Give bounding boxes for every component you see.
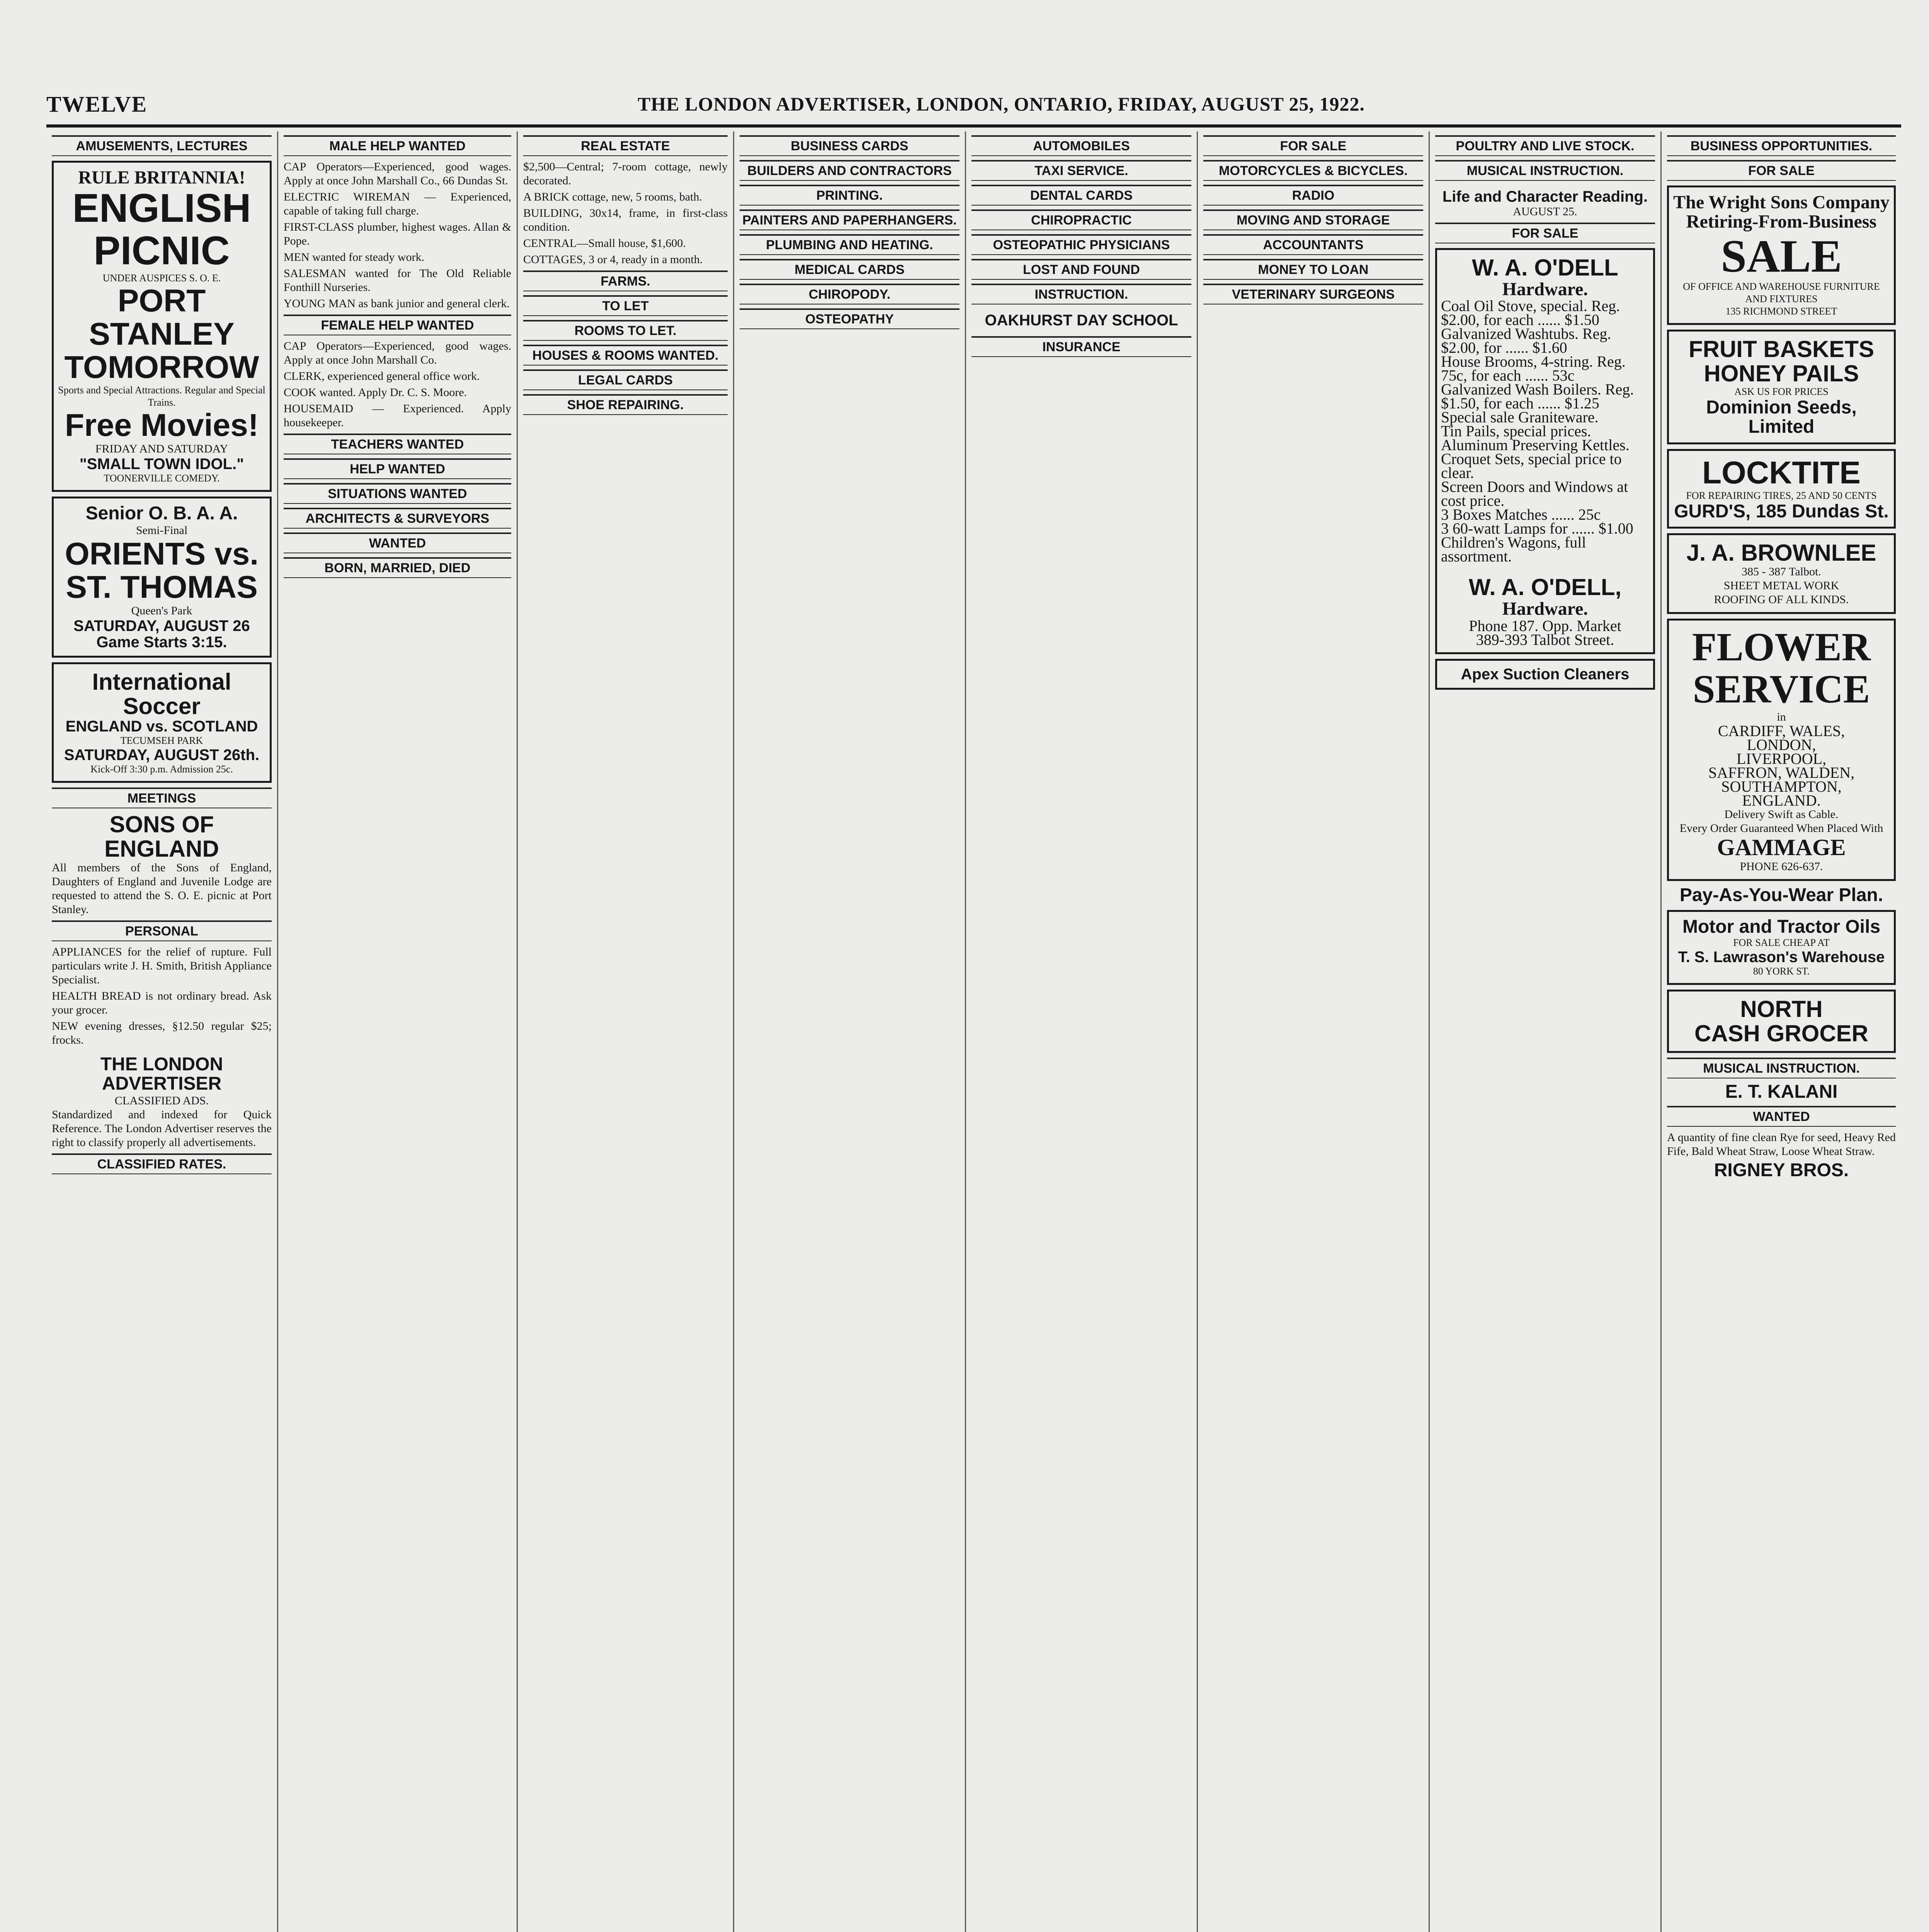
odell-item: Children's Wagons, full assortment.: [1441, 534, 1586, 565]
dateline: THE LONDON ADVERTISER, LONDON, ONTARIO, FRIDAY, AUGUST 25, 1922.: [638, 93, 1365, 115]
odell-item: 3 60-watt Lamps for ...... $1.00: [1441, 520, 1633, 537]
motor-line3: T. S. Lawrason's Warehouse: [1678, 949, 1885, 966]
flower-city: CARDIFF, WALES,: [1718, 722, 1845, 740]
section-heading-instruction: INSTRUCTION.: [971, 284, 1191, 304]
personal-item: APPLIANCES for the relief of rupture. Full particulars write J. H. Smith, British Appliance Specialist.: [52, 945, 272, 986]
flower-service-ad: [1667, 619, 1896, 881]
classified-item: CAP Operators—Experienced, good wages. Apply at once John Marshall Co.: [284, 340, 511, 366]
section-heading-situations: SITUATIONS WANTED: [284, 483, 511, 504]
section-heading-houses: HOUSES & ROOMS WANTED.: [523, 345, 728, 366]
classified-item: $2,500—Central; 7-room cottage, newly decorated.: [523, 160, 728, 187]
odell-item: Galvanized Washtubs. Reg. $2.00, for ...... $1.60: [1441, 325, 1611, 357]
locktite-line1: LOCKTITE: [1702, 455, 1861, 490]
wright-line2: Retiring-From-Business: [1686, 211, 1877, 232]
column-business-cards: [734, 131, 966, 1932]
flower-line5: Every Order Guaranteed When Placed With: [1679, 822, 1883, 835]
wanted-text: A quantity of fine clean Rye for seed, Heavy Red Fife, Bald Wheat Straw, Loose Wheat Straw.: [1667, 1131, 1896, 1158]
section-heading-accountants: ACCOUNTANTS: [1203, 234, 1423, 255]
classified-item: FIRST-CLASS plumber, highest wages. Allan & Pope.: [284, 221, 511, 247]
odell-item: Tin Pails, special prices.: [1441, 422, 1591, 440]
section-heading-teachers: TEACHERS WANTED: [284, 434, 511, 454]
odell-footer-sub: Hardware.: [1502, 599, 1588, 619]
section-heading-radio: RADIO: [1203, 185, 1423, 206]
oba-ad: [52, 497, 272, 658]
flower-line2: SERVICE: [1693, 667, 1870, 712]
section-heading-chiropody: CHIROPODY.: [740, 284, 959, 304]
section-heading-painters: PAINTERS AND PAPERHANGERS.: [740, 209, 959, 230]
soccer-line1: International Soccer: [92, 668, 231, 719]
advertiser-heading: THE LONDON ADVERTISER: [100, 1054, 223, 1094]
section-heading-for-sale-2: FOR SALE: [1435, 223, 1655, 243]
flower-line3: in: [1777, 711, 1786, 724]
picnic-line10: "SMALL TOWN IDOL.": [79, 456, 244, 473]
apex-ad: Apex Suction Cleaners: [1435, 659, 1655, 690]
odell-item: Galvanized Wash Boilers. Reg. $1.50, for each ...... $1.25: [1441, 381, 1634, 412]
wright-sale-ad: [1667, 185, 1896, 325]
classified-item: COOK wanted. Apply Dr. C. S. Moore.: [284, 386, 467, 399]
section-heading-amusements: AMUSEMENTS, LECTURES: [52, 135, 272, 156]
flower-line6: GAMMAGE: [1717, 835, 1846, 861]
section-heading-female-help: FEMALE HELP WANTED: [284, 315, 511, 335]
soccer-ad: [52, 662, 272, 783]
soccer-line4: SATURDAY, AUGUST 26th.: [64, 746, 260, 764]
sons-of-england: SONS OF ENGLAND: [104, 811, 219, 862]
soccer-line3: TECUMSEH PARK: [120, 735, 203, 746]
section-heading-moving: MOVING AND STORAGE: [1203, 209, 1423, 230]
wright-line5: 135 RICHMOND STREET: [1725, 305, 1837, 317]
classified-item: CENTRAL—Small house, $1,600.: [523, 237, 686, 250]
odell-item: Special sale Graniteware.: [1441, 408, 1599, 426]
odell-item: 3 Boxes Matches ...... 25c: [1441, 506, 1601, 524]
section-heading-taxi: TAXI SERVICE.: [971, 160, 1191, 181]
brownlee-line4: ROOFING OF ALL KINDS.: [1714, 593, 1849, 606]
motor-line1: Motor and Tractor Oils: [1682, 916, 1881, 937]
column-for-sale: [1198, 131, 1430, 1932]
column-poultry-music: [1430, 131, 1662, 1932]
masthead: [46, 89, 1901, 128]
kalani: E. T. KALANI: [1725, 1082, 1838, 1102]
page-folio: TWELVE: [46, 92, 148, 117]
personal-item: NEW evening dresses, §12.50 regular $25; frocks.: [52, 1019, 272, 1046]
section-heading-born: BORN, MARRIED, DIED: [284, 557, 511, 578]
classified-item: BUILDING, 30x14, frame, in first-class condition.: [523, 207, 728, 233]
oakhurst-school: OAKHURST DAY SCHOOL: [985, 312, 1178, 329]
section-heading-for-sale-3: FOR SALE: [1667, 160, 1896, 181]
section-heading-dental: DENTAL CARDS: [971, 185, 1191, 206]
classified-item: MEN wanted for steady work.: [284, 251, 425, 264]
life-reading-heading: Life and Character Reading.: [1442, 188, 1648, 205]
section-heading-plumbing: PLUMBING AND HEATING.: [740, 234, 959, 255]
section-heading-osteopathy: OSTEOPATHY: [740, 308, 959, 329]
pay-as-you-wear: Pay-As-You-Wear Plan.: [1679, 885, 1883, 906]
fruit-line4: Dominion Seeds, Limited: [1706, 397, 1857, 437]
flower-city: ENGLAND.: [1742, 792, 1821, 810]
section-heading-money: MONEY TO LOAN: [1203, 259, 1423, 280]
section-heading-for-sale: FOR SALE: [1203, 135, 1423, 156]
advertiser-sub: CLASSIFIED ADS.: [114, 1094, 209, 1107]
section-heading-male-help: MALE HELP WANTED: [284, 135, 511, 156]
brownlee-line3: SHEET METAL WORK: [1723, 579, 1839, 592]
section-heading-printing: PRINTING.: [740, 185, 959, 206]
brownlee-line2: 385 - 387 Talbot.: [1742, 565, 1821, 578]
north-line1: NORTH: [1740, 996, 1823, 1022]
flower-city: LONDON,: [1747, 736, 1816, 754]
motor-line2: FOR SALE CHEAP AT: [1733, 937, 1830, 949]
oba-line7: Game Starts 3:15.: [96, 633, 227, 651]
section-heading-farms: FARMS.: [523, 270, 728, 291]
section-heading-motorcycles: MOTORCYCLES & BICYCLES.: [1203, 160, 1423, 181]
section-heading-shoe: SHOE REPAIRING.: [523, 394, 728, 415]
motor-line4: 80 YORK ST.: [1753, 966, 1810, 977]
section-heading-rates: CLASSIFIED RATES.: [52, 1153, 272, 1174]
section-heading-chiropractic: CHIROPRACTIC: [971, 209, 1191, 230]
flower-city: SOUTHAMPTON,: [1721, 778, 1842, 796]
section-heading-legal: LEGAL CARDS: [523, 369, 728, 390]
odell-phone: Phone 187. Opp. Market: [1469, 617, 1621, 634]
section-heading-insurance: INSURANCE: [971, 336, 1191, 357]
classified-item: A BRICK cottage, new, 5 rooms, bath.: [523, 190, 702, 203]
picnic-line11: TOONERVILLE COMEDY.: [104, 473, 220, 484]
odell-item: Screen Doors and Windows at cost price.: [1441, 478, 1628, 510]
column-amusements: [46, 131, 278, 1932]
classified-item: SALESMAN wanted for The Old Reliable Fonthill Nurseries.: [284, 267, 511, 294]
picnic-line9: FRIDAY AND SATURDAY: [95, 442, 228, 456]
english-picnic-ad: [52, 161, 272, 492]
section-heading-personal: PERSONAL: [52, 920, 272, 941]
north-line2: CASH GROCER: [1694, 1020, 1869, 1047]
column-help-wanted: [278, 131, 518, 1932]
oba-line6: SATURDAY, AUGUST 26: [73, 617, 250, 634]
classified-item: CLERK, experienced general office work.: [284, 370, 480, 383]
wright-line1: The Wright Sons Company: [1673, 192, 1890, 213]
section-heading-vet: VETERINARY SURGEONS: [1203, 284, 1423, 304]
section-heading-real-estate: REAL ESTATE: [523, 135, 728, 156]
fruit-line2: HONEY PAILS: [1704, 360, 1859, 386]
fruit-line1: FRUIT BASKETS: [1689, 336, 1874, 362]
life-reading-date: AUGUST 25.: [1513, 205, 1577, 218]
locktite-line3: GURD'S, 185 Dundas St.: [1674, 501, 1889, 522]
classified-item: YOUNG MAN as bank junior and general clerk.: [284, 297, 510, 310]
picnic-line1: RULE BRITANNIA!: [78, 167, 245, 188]
column-real-estate: [518, 131, 734, 1932]
picnic-line8: Free Movies!: [65, 408, 259, 443]
odell-address: 389-393 Talbot Street.: [1476, 631, 1614, 648]
section-heading-musical: MUSICAL INSTRUCTION.: [1435, 160, 1655, 181]
picnic-line7: Sports and Special Attractions. Regular and Special Trains.: [58, 384, 265, 408]
section-heading-lost-found: LOST AND FOUND: [971, 259, 1191, 280]
locktite-ad: [1667, 449, 1896, 529]
classified-item: COTTAGES, 3 or 4, ready in a month.: [523, 253, 703, 266]
section-heading-rooms: ROOMS TO LET.: [523, 320, 728, 341]
rigney-bros: RIGNEY BROS.: [1714, 1160, 1849, 1180]
classified-item: ELECTRIC WIREMAN — Experienced, capable of taking full charge.: [284, 190, 511, 217]
odell-name: W. A. O'DELL: [1472, 255, 1618, 281]
picnic-line6: TOMORROW: [64, 349, 259, 385]
flower-line7: PHONE 626-637.: [1740, 860, 1823, 873]
picnic-line3: PICNIC: [94, 228, 230, 273]
odell-sub: Hardware.: [1502, 279, 1588, 299]
section-heading-builders: BUILDERS AND CONTRACTORS: [740, 160, 959, 181]
section-heading-business-opp: BUSINESS OPPORTUNITIES.: [1667, 135, 1896, 156]
column-automobiles: [966, 131, 1198, 1932]
section-heading-automobiles: AUTOMOBILES: [971, 135, 1191, 156]
fruit-line3: ASK US FOR PRICES: [1734, 386, 1829, 397]
north-cash-grocer-ad: [1667, 990, 1896, 1053]
classified-item: CAP Operators—Experienced, good wages. Apply at once John Marshall Co., 66 Dundas St.: [284, 160, 511, 187]
oba-line3: ORIENTS vs.: [65, 536, 259, 571]
odell-item: Aluminum Preserving Kettles.: [1441, 436, 1630, 454]
oba-line5: Queen's Park: [131, 604, 192, 617]
section-heading-wanted: WANTED: [284, 532, 511, 553]
oba-line4: ST. THOMAS: [66, 569, 258, 605]
motor-oils-ad: [1667, 910, 1896, 985]
personal-item: HEALTH BREAD is not ordinary bread. Ask your grocer.: [52, 989, 272, 1016]
odell-item: Coal Oil Stove, special. Reg. $2.00, for each ...... $1.50: [1441, 297, 1620, 329]
wright-line3: SALE: [1721, 230, 1842, 282]
odell-item: House Brooms, 4-string. Reg. 75c, for each ...... 53c: [1441, 353, 1626, 384]
odell-footer-name: W. A. O'DELL,: [1468, 574, 1622, 600]
section-heading-osteopathic: OSTEOPATHIC PHYSICIANS: [971, 234, 1191, 255]
section-heading-poultry: POULTRY AND LIVE STOCK.: [1435, 135, 1655, 156]
section-heading-help: HELP WANTED: [284, 458, 511, 479]
advertiser-text: Standardized and indexed for Quick Reference. The London Advertiser reserves the right to classify properly all advertisements.: [52, 1108, 272, 1149]
flower-city: SAFFRON, WALDEN,: [1708, 764, 1855, 782]
flower-line4: Delivery Swift as Cable.: [1724, 808, 1839, 821]
section-heading-business-cards: BUSINESS CARDS: [740, 135, 959, 156]
brownlee-ad: [1667, 533, 1896, 614]
section-heading-music-2: MUSICAL INSTRUCTION.: [1667, 1058, 1896, 1078]
oba-line1: Senior O. B. A. A.: [85, 503, 238, 524]
section-heading-architects: ARCHITECTS & SURVEYORS: [284, 508, 511, 529]
flower-line1: FLOWER: [1692, 625, 1871, 670]
section-heading-medical: MEDICAL CARDS: [740, 259, 959, 280]
locktite-line2: FOR REPAIRING TIRES, 25 AND 50 CENTS: [1686, 490, 1877, 501]
soccer-line5: Kick-Off 3:30 p.m. Admission 25c.: [90, 763, 233, 775]
section-heading-meetings: MEETINGS: [52, 787, 272, 808]
flower-city: LIVERPOOL,: [1736, 750, 1827, 768]
soe-text: All members of the Sons of England, Daughters of England and Juvenile Lodge are requested to attend the S. O. E. picnic at Port Stanley.: [52, 861, 272, 916]
column-business-opportunities: [1662, 131, 1901, 1932]
odell-hardware-ad: [1435, 248, 1655, 654]
soccer-line2: ENGLAND vs. SCOTLAND: [65, 718, 258, 735]
picnic-line5: PORT STANLEY: [89, 283, 235, 352]
picnic-line2: ENGLISH: [72, 186, 251, 231]
section-heading-to-let: TO LET: [523, 295, 728, 316]
picnic-line4: UNDER AUSPICES S. O. E.: [102, 272, 221, 284]
brownlee-line1: J. A. BROWNLEE: [1686, 540, 1876, 566]
fruit-baskets-ad: [1667, 330, 1896, 444]
oba-line2: Semi-Final: [136, 524, 188, 537]
section-heading-wanted-2: WANTED: [1667, 1106, 1896, 1127]
wright-line4: OF OFFICE AND WAREHOUSE FURNITURE AND FIXTURES: [1683, 281, 1880, 304]
odell-item: Croquet Sets, special price to clear.: [1441, 450, 1622, 482]
classified-item: HOUSEMAID — Experienced. Apply housekeeper.: [284, 402, 511, 429]
